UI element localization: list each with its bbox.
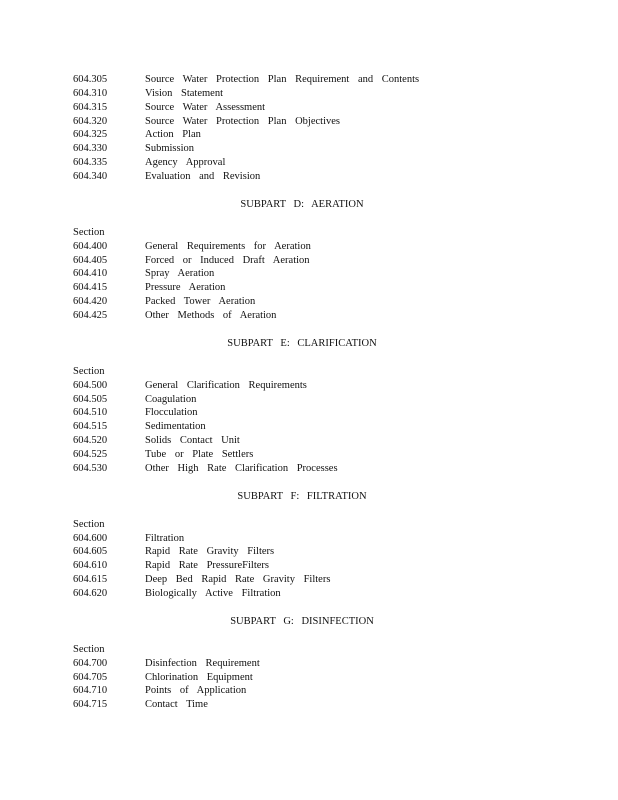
section-number: 604.330 xyxy=(73,143,108,154)
section-number: 604.410 xyxy=(73,268,108,279)
section-title: Rapid Rate Gravity Filters xyxy=(145,546,275,557)
section-number: 604.305 xyxy=(73,74,108,85)
section-number: 604.600 xyxy=(73,533,108,544)
section-title: General Requirements for Aeration xyxy=(145,241,311,252)
subpart-heading: SUBPART D: AERATION xyxy=(240,199,364,210)
section-title: Source Water Protection Plan Requirement and Contents xyxy=(145,74,420,85)
section-number: 604.335 xyxy=(73,157,108,168)
section-title: Evaluation and Revision xyxy=(145,171,261,182)
section-number: 604.615 xyxy=(73,574,108,585)
section-title: Chlorination Equipment xyxy=(145,672,253,683)
subpart-heading: SUBPART G: DISINFECTION xyxy=(230,616,374,627)
section-number: 604.415 xyxy=(73,282,108,293)
section-title: Coagulation xyxy=(145,394,197,405)
section-title: Vision Statement xyxy=(145,88,223,99)
section-title: Source Water Protection Plan Objectives xyxy=(145,116,340,127)
section-number: 604.525 xyxy=(73,449,108,460)
section-title: Rapid Rate PressureFilters xyxy=(145,560,269,571)
section-number: 604.505 xyxy=(73,394,108,405)
section-title: Spray Aeration xyxy=(145,268,215,279)
section-title: Tube or Plate Settlers xyxy=(145,449,254,460)
section-number: 604.500 xyxy=(73,380,108,391)
section-title: Packed Tower Aeration xyxy=(145,296,256,307)
section-number: 604.420 xyxy=(73,296,108,307)
section-title: Flocculation xyxy=(145,407,198,418)
section-title: Source Water Assessment xyxy=(145,102,266,113)
section-number: 604.510 xyxy=(73,407,108,418)
section-title: Agency Approval xyxy=(145,157,226,168)
subpart-heading: SUBPART E: CLARIFICATION xyxy=(227,338,377,349)
section-title: Disinfection Requirement xyxy=(145,658,260,669)
section-title: Solids Contact Unit xyxy=(145,435,240,446)
section-number: 604.425 xyxy=(73,310,108,321)
section-title: Contact Time xyxy=(145,699,208,710)
section-title: Points of Application xyxy=(145,685,247,696)
section-number: 604.610 xyxy=(73,560,108,571)
section-number: 604.715 xyxy=(73,699,108,710)
section-column-label: Section xyxy=(73,366,105,377)
section-number: 604.710 xyxy=(73,685,108,696)
section-number: 604.400 xyxy=(73,241,108,252)
section-number: 604.530 xyxy=(73,463,108,474)
section-title: Action Plan xyxy=(145,129,201,140)
section-number: 604.620 xyxy=(73,588,108,599)
section-column-label: Section xyxy=(73,644,105,655)
section-number: 604.605 xyxy=(73,546,108,557)
section-title: Forced or Induced Draft Aeration xyxy=(145,255,310,266)
section-title: Submission xyxy=(145,143,195,154)
section-number: 604.320 xyxy=(73,116,108,127)
section-title: Other High Rate Clarification Processes xyxy=(145,463,338,474)
section-number: 604.515 xyxy=(73,421,108,432)
section-number: 604.405 xyxy=(73,255,108,266)
section-number: 604.310 xyxy=(73,88,108,99)
section-title: General Clarification Requirements xyxy=(145,380,307,391)
section-number: 604.325 xyxy=(73,129,108,140)
section-title: Sedimentation xyxy=(145,421,206,432)
section-title: Biologically Active Filtration xyxy=(145,588,281,599)
section-number: 604.520 xyxy=(73,435,108,446)
section-title: Pressure Aeration xyxy=(145,282,226,293)
section-column-label: Section xyxy=(73,519,105,530)
section-number: 604.700 xyxy=(73,658,108,669)
section-title: Other Methods of Aeration xyxy=(145,310,277,321)
section-number: 604.705 xyxy=(73,672,108,683)
section-title: Deep Bed Rapid Rate Gravity Filters xyxy=(145,574,331,585)
section-column-label: Section xyxy=(73,227,105,238)
section-title: Filtration xyxy=(145,533,185,544)
section-number: 604.315 xyxy=(73,102,108,113)
section-number: 604.340 xyxy=(73,171,108,182)
subpart-heading: SUBPART F: FILTRATION xyxy=(237,491,367,502)
